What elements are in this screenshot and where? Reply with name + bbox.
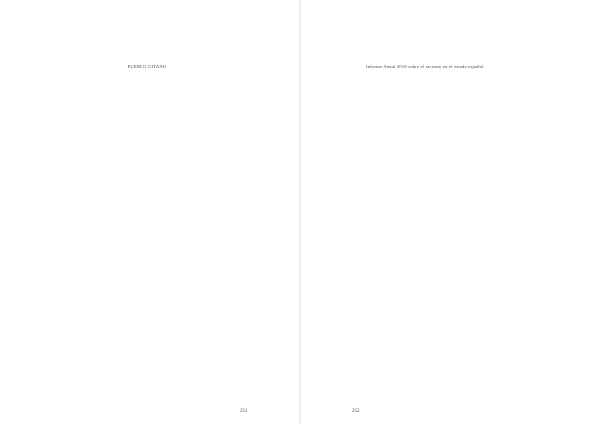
running-head-right: Informe Anual 2016 sobre el racismo en el estado español <box>366 64 484 69</box>
right-page <box>300 0 600 424</box>
page-number-left: 251 <box>240 409 248 414</box>
running-head-left: PUEBLO GITANO <box>127 64 167 69</box>
body-text-left <box>60 74 240 404</box>
body-text-right <box>364 74 544 404</box>
page-number-right: 252 <box>352 409 360 414</box>
